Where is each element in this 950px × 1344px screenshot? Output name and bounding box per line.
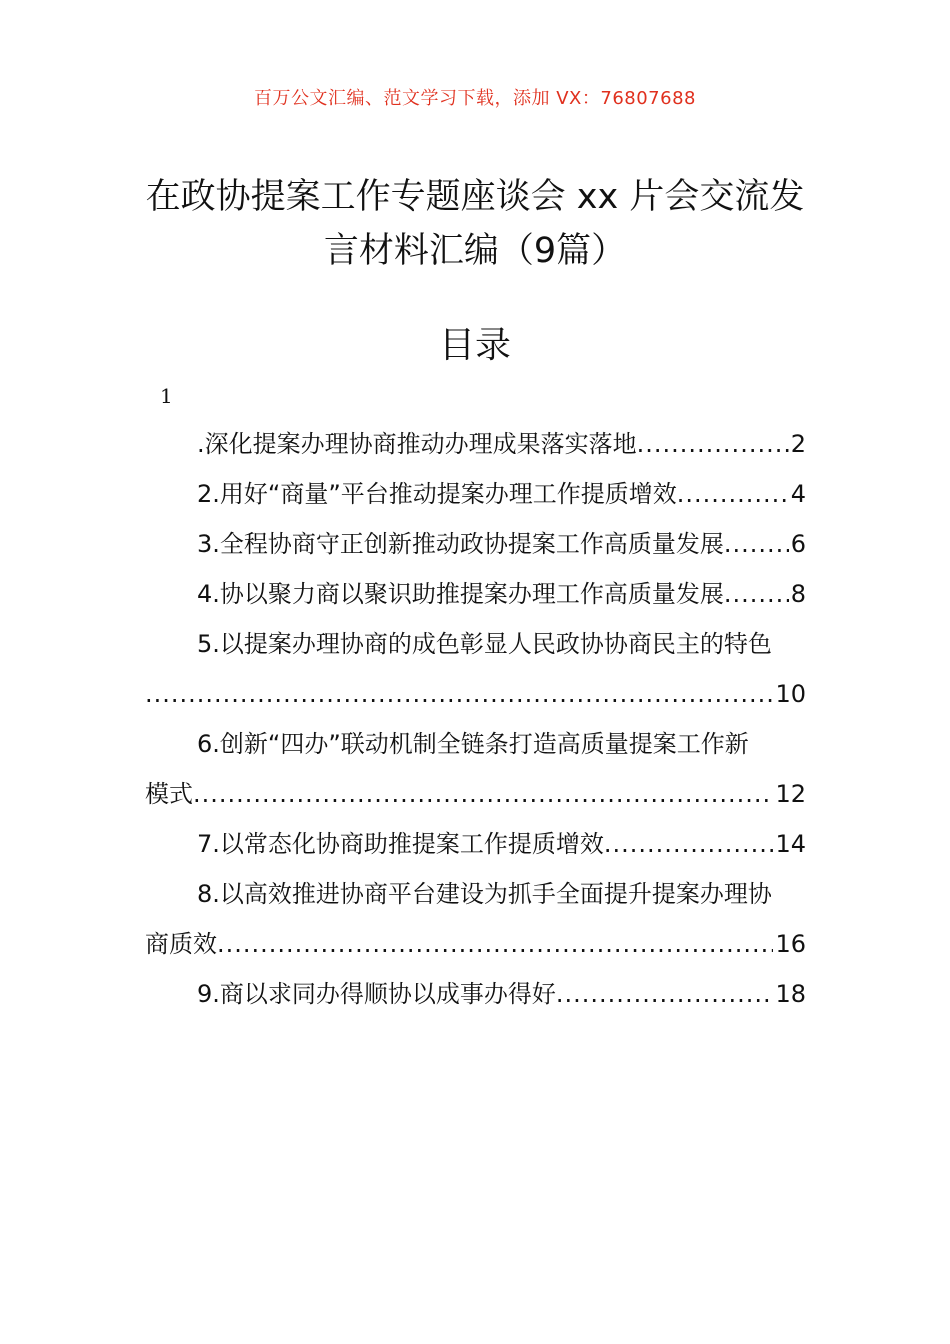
toc-entry[interactable] <box>145 419 806 469</box>
toc-entry-continuation[interactable] <box>145 919 806 969</box>
toc-entry-page: 18 <box>775 980 806 1008</box>
toc-entry-page: 12 <box>775 780 806 808</box>
stray-number: 1 <box>160 384 173 408</box>
toc-leader-dots <box>556 969 774 1019</box>
toc-entry-title: 3.全程协商守正创新推动政协提案工作高质量发展 <box>197 530 724 558</box>
toc-entry-page: 10 <box>775 680 806 708</box>
toc-entry-title: 4.协以聚力商以聚识助推提案办理工作高质量发展 <box>197 580 724 608</box>
toc-heading: 目录 <box>438 325 511 366</box>
toc-entry[interactable] <box>145 719 806 769</box>
toc-entry-continuation[interactable] <box>145 769 806 819</box>
title-line-2: 言材料汇编（9篇） <box>323 231 627 271</box>
header-note: 百万公文汇编、范文学习下载，添加 VX：76807688 <box>254 88 696 109</box>
toc-entry-title-cont: 商质效 <box>145 930 217 958</box>
toc-entry[interactable] <box>145 469 806 519</box>
toc-entry-title: .深化提案办理协商推动办理成果落实落地 <box>197 430 637 458</box>
toc-entry-title: 8.以高效推进协商平台建设为抓手全面提升提案办理协 <box>197 880 772 908</box>
toc-entry-title: 7.以常态化协商助推提案工作提质增效 <box>197 830 604 858</box>
toc-entry-title: 5.以提案办理协商的成色彰显人民政协协商民主的特色 <box>197 630 772 658</box>
toc-entry[interactable] <box>145 619 806 669</box>
toc-leader-dots <box>724 569 789 619</box>
toc-leader-dots <box>193 769 773 819</box>
toc-leader-dots <box>217 919 773 969</box>
toc-entry-title: 2.用好“商量”平台推动提案办理工作提质增效 <box>197 480 677 508</box>
toc-entry-page: 2 <box>790 430 806 458</box>
toc-entry[interactable] <box>145 969 806 1019</box>
toc-leader-dots <box>604 819 774 869</box>
toc-entry-page: 8 <box>790 580 806 608</box>
toc-entry[interactable] <box>145 819 806 869</box>
toc-leader-dots <box>677 469 789 519</box>
title-line-1: 在政协提案工作专题座谈会 xx 片会交流发 <box>145 177 805 217</box>
toc-entry-continuation[interactable] <box>145 669 806 719</box>
toc-entry-page: 16 <box>775 930 806 958</box>
toc-entry[interactable] <box>145 519 806 569</box>
toc-entry-title: 9.商以求同办得顺协以成事办得好 <box>197 980 556 1008</box>
toc-entry-page: 6 <box>790 530 806 558</box>
toc-entry-page: 14 <box>775 830 806 858</box>
document-title <box>120 170 830 278</box>
table-of-contents <box>145 419 806 1019</box>
toc-entry[interactable] <box>145 569 806 619</box>
toc-leader-dots <box>145 669 773 719</box>
toc-leader-dots <box>637 419 789 469</box>
toc-entry-page: 4 <box>790 480 806 508</box>
toc-leader-dots <box>724 519 789 569</box>
toc-entry-title-cont: 模式 <box>145 780 193 808</box>
toc-entry[interactable] <box>145 869 806 919</box>
toc-entry-title: 6.创新“四办”联动机制全链条打造高质量提案工作新 <box>197 730 749 758</box>
